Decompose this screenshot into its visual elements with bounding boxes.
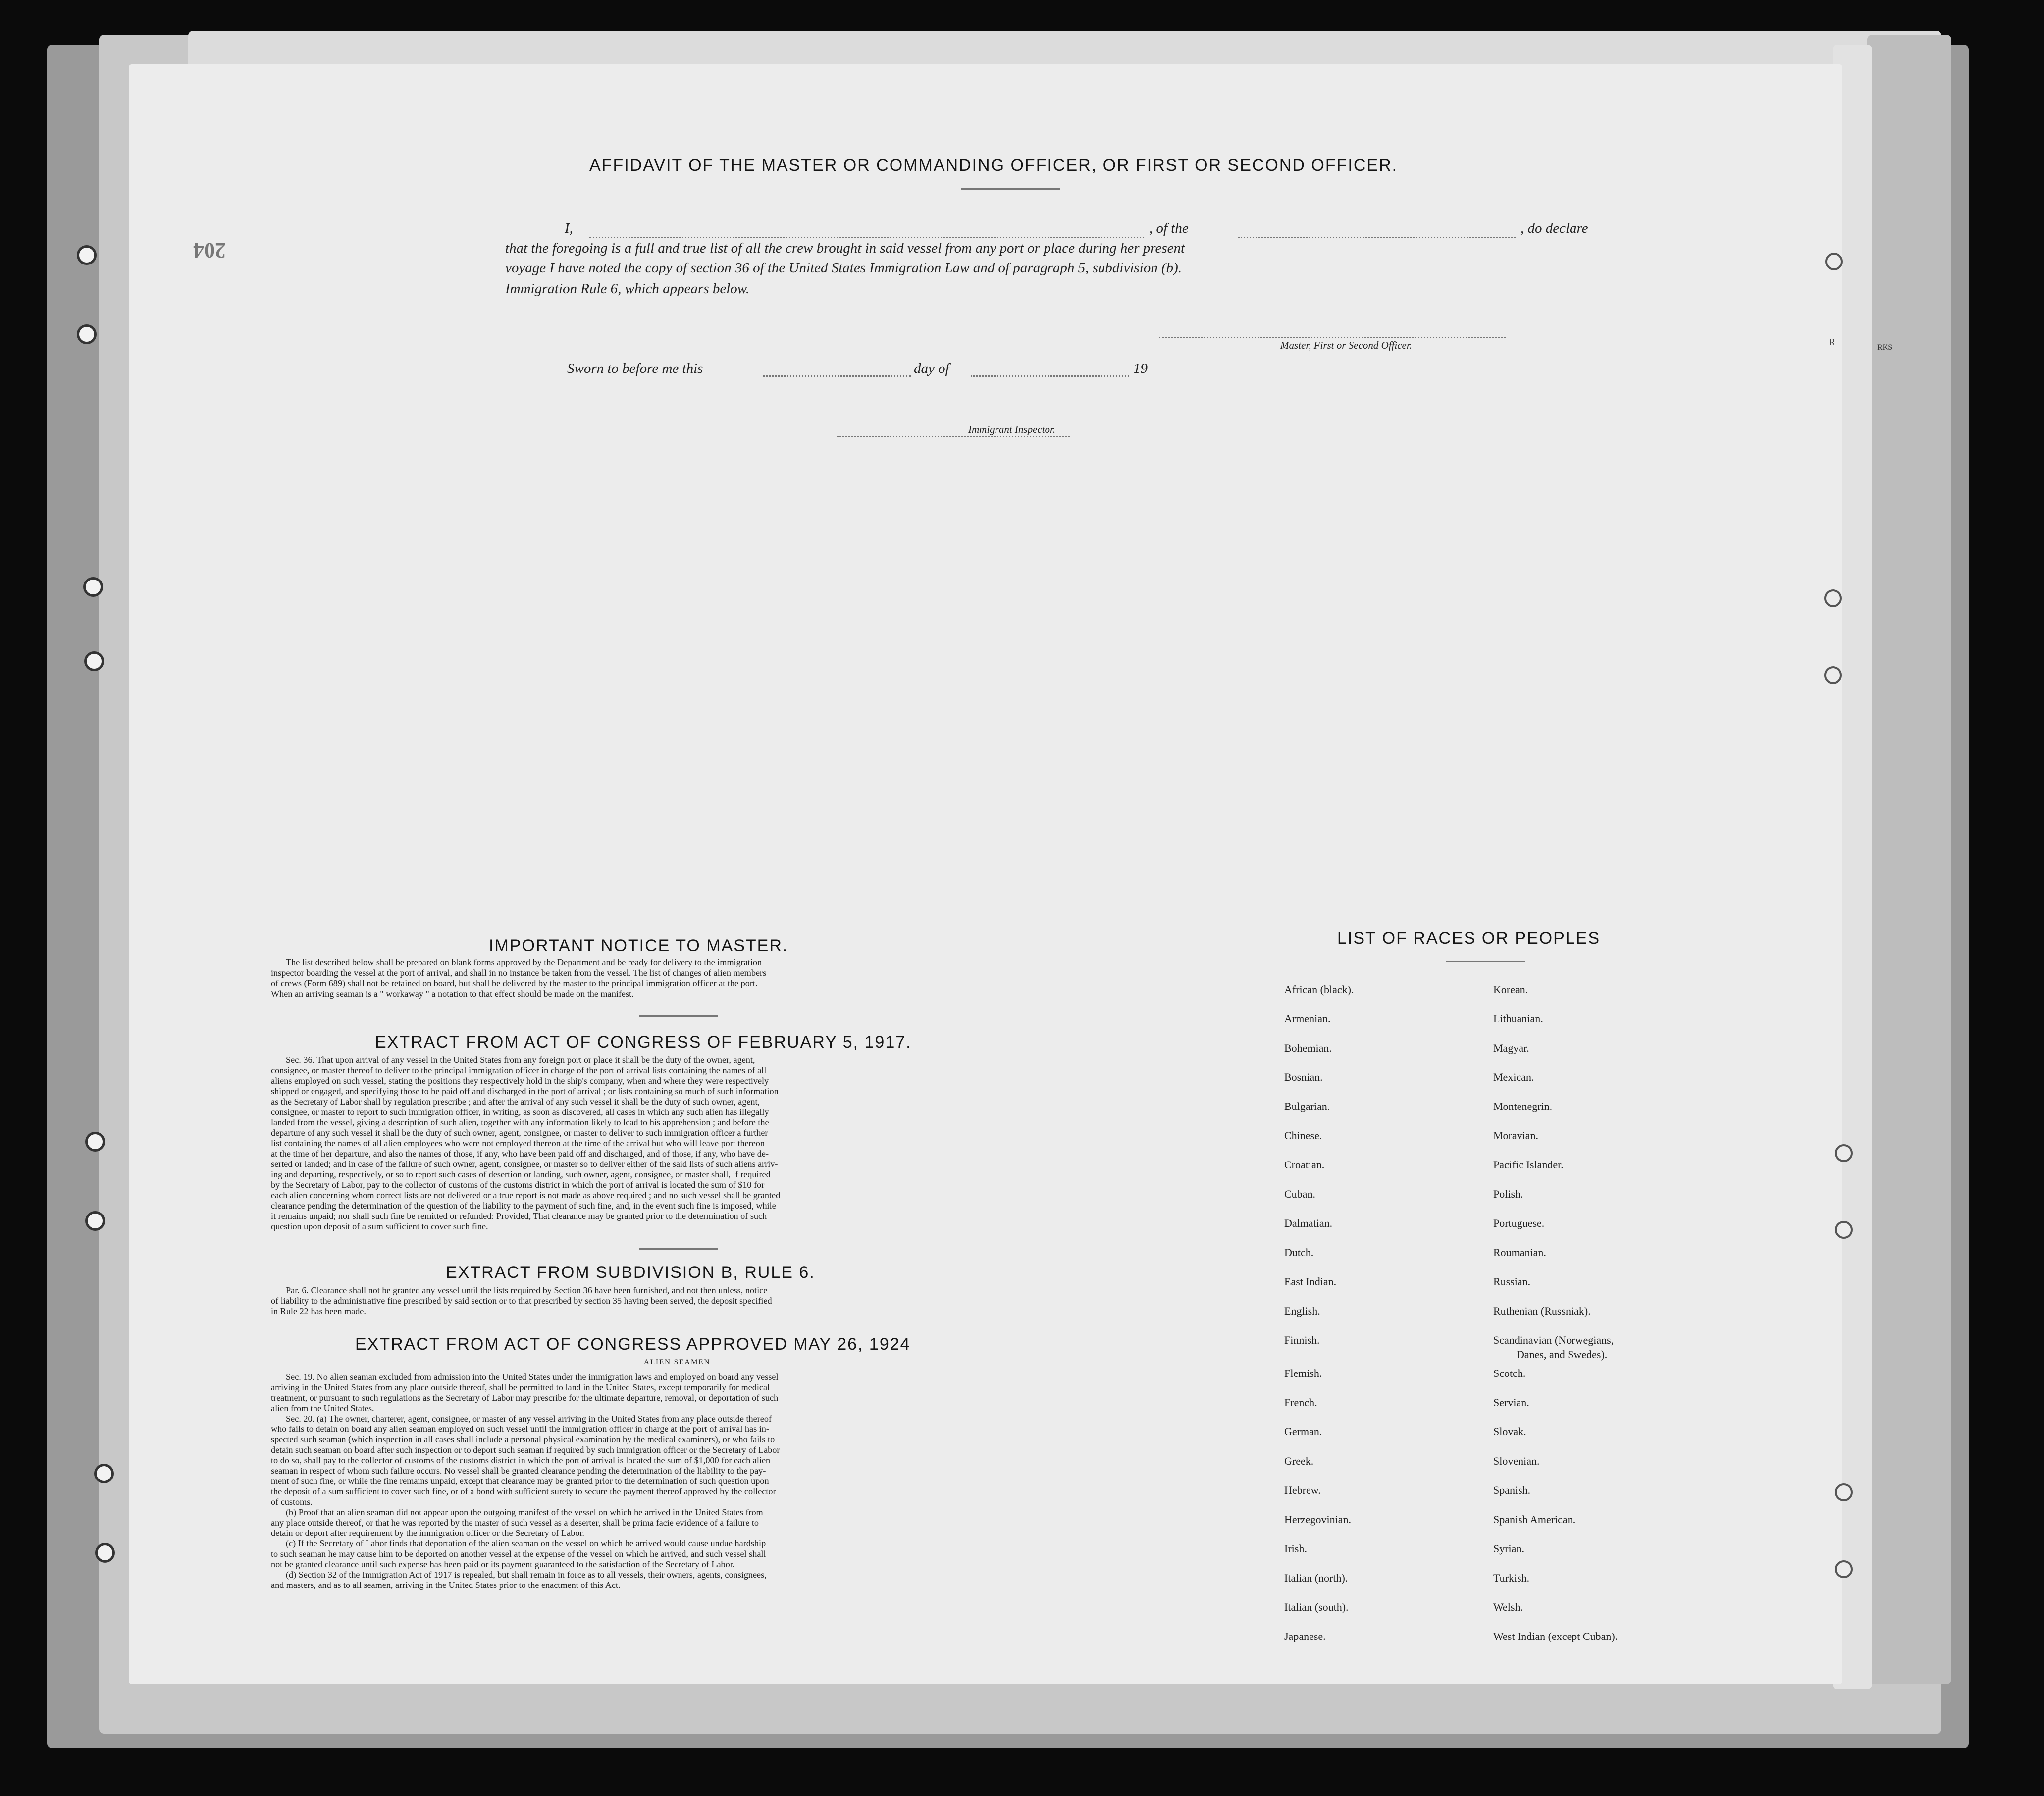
binder-hole [1835, 1483, 1853, 1501]
extract-1917-line: each alien concerning whom correct lists are not delivered or a true report is not made as above required ; and no such vessel shall be granted [271, 1190, 781, 1200]
extract-1917-line: Sec. 36. That upon arrival of any vessel in the United States from any foreign port or place it shall be the duty of the owner, agent, [286, 1055, 755, 1065]
race-item: Montenegrin. [1493, 1100, 1553, 1112]
race-item: Spanish. [1493, 1484, 1531, 1496]
race-item: Turkish. [1493, 1572, 1530, 1584]
extract-1924-line: of customs. [271, 1497, 313, 1507]
extract-1924-line: and masters, and as to all seamen, arriving in the United States prior to the enactment of this Act. [271, 1580, 621, 1590]
year-label: 19 [1133, 361, 1148, 376]
extract-1924-line: to such seaman he may cause him to be deported on another vessel at the expense of the vessel on which he arrived, and such vessel shall [271, 1549, 766, 1559]
binder-hole [85, 1132, 105, 1152]
race-item: Ruthenian (Russniak). [1493, 1305, 1591, 1317]
extract-1924-line: detain or deport after requirement by the immigration officer or the Secretary of Labor. [271, 1528, 584, 1538]
affidavit-title: AFFIDAVIT OF THE MASTER OR COMMANDING OFFICER, OR FIRST OR SECOND OFFICER. [589, 156, 1398, 175]
race-item: Portuguese. [1493, 1217, 1545, 1229]
affidavit-line3: voyage I have noted the copy of section 36 of the United States Immigration Law and of paragraph 5, subdivision (b). [505, 260, 1182, 276]
notice-line: of crews (Form 689) shall not be retained on board, but shall be delivered by the master to the principal immigration officer at the port. [271, 978, 758, 988]
race-item: Dutch. [1284, 1246, 1314, 1259]
extract-1924-line: (b) Proof that an alien seaman did not appear upon the outgoing manifest of the vessel on which he arrived in the United States from [286, 1507, 763, 1517]
extract-1924-line: seaman in respect of whom such failure occurs. No vessel shall be granted clearance pending the determination of the liability to the pay- [271, 1466, 766, 1476]
sworn-label: Sworn to before me this [567, 361, 703, 376]
race-item: Bulgarian. [1284, 1100, 1330, 1112]
extract-1924-line: alien from the United States. [271, 1403, 374, 1413]
extract-1917-line: question upon deposit of a sum sufficient to cover such fine. [271, 1221, 488, 1231]
extract-1924-subheading: ALIEN SEAMEN [644, 1358, 711, 1366]
race-item: Japanese. [1284, 1630, 1326, 1642]
race-item: Dalmatian. [1284, 1217, 1333, 1229]
affidavit-i: I, [565, 220, 573, 236]
race-item: Italian (north). [1284, 1572, 1348, 1584]
affidavit-of-the: , of the [1149, 220, 1189, 236]
race-item: West Indian (except Cuban). [1493, 1630, 1618, 1642]
extract-1917-line: clearance pending the determination of the question of the liability to the payment of such fine, and, in the event such fine is imposed, while [271, 1201, 776, 1211]
extract-1917-line: consignee, or master to report to such immigration officer, in writing, as soon as discovered, all cases in which any such alien has illegally [271, 1107, 769, 1117]
inspector-label: Immigrant Inspector. [968, 423, 1056, 435]
extract-1924-line: any place outside thereof, or that he was reported by the master of such vessel as a deserter, shall be prima facie evidence of a failure to [271, 1518, 759, 1528]
race-item: Slovenian. [1493, 1455, 1540, 1467]
binder-hole [77, 324, 97, 344]
race-item: German. [1284, 1426, 1322, 1438]
extract-1917-line: shipped or engaged, and specifying those to be paid off and discharged in the port of arrival ; or lists containing so much of such information [271, 1086, 779, 1096]
race-item: Scandinavian (Norwegians, [1493, 1334, 1614, 1346]
binder-hole [1824, 589, 1842, 607]
divider [1446, 961, 1525, 962]
race-item: Scotch. [1493, 1367, 1526, 1379]
race-item: Korean. [1493, 983, 1528, 996]
margin-mark: 204 [193, 238, 226, 263]
binder-hole [1825, 253, 1843, 270]
extract-1924-line: to do so, shall pay to the collector of customs of the customs district in which the port of arrival is located the sum of $1,000 for each alien [271, 1455, 771, 1465]
binder-hole [1824, 666, 1842, 684]
race-item: French. [1284, 1396, 1317, 1409]
extract-1924-line: (d) Section 32 of the Immigration Act of 1917 is repealed, but shall remain in force as to all vessels, their owners, agents, consignees, [286, 1570, 767, 1580]
extract-1917-line: landed from the vessel, giving a description of such alien, together with any information likely to lead to his apprehension ; and before the [271, 1117, 769, 1127]
binder-hole [1835, 1221, 1853, 1239]
notice-line: The list described below shall be prepared on blank forms approved by the Department and be ready for delivery to the immigration [286, 957, 762, 967]
race-item: Welsh. [1493, 1601, 1523, 1613]
extract-1917-line: at the time of her departure, and also the names of those, if any, who have been paid off and discharged, and of those, if any, who have de- [271, 1149, 769, 1159]
extract-rule6-heading: EXTRACT FROM SUBDIVISION B, RULE 6. [446, 1263, 815, 1282]
binder-hole [83, 577, 103, 597]
race-item: Italian (south). [1284, 1601, 1349, 1613]
race-item: Hebrew. [1284, 1484, 1321, 1496]
binder-hole [1835, 1560, 1853, 1578]
race-item: Moravian. [1493, 1129, 1539, 1142]
name-blank [589, 237, 1144, 238]
day-blank [763, 375, 911, 377]
notice-line: inspector boarding the vessel at the port of arrival, and shall in no instance be taken from the vessel. The list of changes of alien members [271, 968, 767, 978]
race-item: Magyar. [1493, 1042, 1529, 1054]
extract-1924-line: arriving in the United States from any place outside thereof, shall be permitted to land in the United States, except temporarily for medical [271, 1382, 770, 1392]
race-item: Irish. [1284, 1542, 1307, 1555]
race-item: Spanish American. [1493, 1513, 1576, 1526]
master-signature-label: Master, First or Second Officer. [1280, 339, 1412, 351]
race-item: African (black). [1284, 983, 1354, 996]
extract-1924-line: (c) If the Secretary of Labor finds that deportation of the alien seaman on the vessel on which he arrived would cause undue hardship [286, 1538, 766, 1548]
race-item: Finnish. [1284, 1334, 1320, 1346]
race-item: Russian. [1493, 1275, 1531, 1288]
extract-1917-line: it remains unpaid; nor shall such fine be remitted or refunded: Provided, That clearance may be granted prior to the determination of such [271, 1211, 767, 1221]
extract-1924-line: the deposit of a sum sufficient to cover such fine, or of a bond with sufficient surety to secure the payment thereof approved by the collector [271, 1486, 776, 1496]
binder-hole [77, 245, 97, 265]
race-item: Armenian. [1284, 1012, 1331, 1025]
race-item: Croatian. [1284, 1159, 1325, 1171]
binder-hole [84, 651, 104, 671]
extract-1924-heading: EXTRACT FROM ACT OF CONGRESS APPROVED MAY 26, 1924 [355, 1335, 911, 1354]
extract-1924-line: ment of such fine, or while the fine remains unpaid, except that clearance may be granted prior to the determination of such question upon [271, 1476, 769, 1486]
race-item: Servian. [1493, 1396, 1529, 1409]
binder-hole [85, 1211, 105, 1231]
extract-1917-line: aliens employed on such vessel, stating the positions they respectively hold in the ship's company, when and where they were respectively [271, 1076, 769, 1086]
document-page [129, 64, 1842, 1684]
race-item: Pacific Islander. [1493, 1159, 1564, 1171]
extract-rule6-line: of liability to the administrative fine prescribed by said section or to that prescribed by section 35 having been served, the deposit specified [271, 1296, 772, 1306]
race-item: Lithuanian. [1493, 1012, 1543, 1025]
inspector-signature-line [837, 436, 1070, 437]
master-signature-line [1159, 337, 1506, 338]
extract-1924-line: not be granted clearance until such expense has been paid or its payment guaranteed to the satisfaction of the Secretary of Labor. [271, 1559, 735, 1569]
binder-hole [1835, 1144, 1853, 1162]
race-item: Bohemian. [1284, 1042, 1332, 1054]
extract-1917-line: as the Secretary of Labor shall by regulation prescribe ; and after the arrival of any such vessel it shall be the duty of such owner, agent, [271, 1097, 760, 1107]
edge-mark: RKS [1877, 343, 1893, 352]
race-item: Slovak. [1493, 1426, 1526, 1438]
race-item: Herzegovinian. [1284, 1513, 1351, 1526]
extract-rule6-line: in Rule 22 has been made. [271, 1306, 366, 1316]
extract-rule6-line: Par. 6. Clearance shall not be granted any vessel until the lists required by Section 36 have been furnished, and not then unless, notice [286, 1285, 768, 1295]
divider [639, 1015, 718, 1017]
races-heading: LIST OF RACES OR PEOPLES [1337, 929, 1601, 948]
divider [639, 1248, 718, 1250]
race-item: Cuban. [1284, 1188, 1315, 1200]
day-of-label: day of [914, 361, 949, 376]
race-item: Syrian. [1493, 1542, 1524, 1555]
extract-1924-line: detain such seaman on board after such inspection or to deport such seaman if required by such immigration officer or the Secretary of Labor [271, 1445, 780, 1455]
race-item: Roumanian. [1493, 1246, 1546, 1259]
extract-1917-heading: EXTRACT FROM ACT OF CONGRESS OF FEBRUARY 5, 1917. [375, 1033, 912, 1052]
race-item-continued: Danes, and Swedes). [1517, 1348, 1608, 1361]
extract-1924-line: Sec. 19. No alien seaman excluded from admission into the United States under the immigration laws and employed on board any vessel [286, 1372, 779, 1382]
edge-mark: R [1829, 337, 1835, 348]
extract-1924-line: Sec. 20. (a) The owner, charterer, agent, consignee, or master of any vessel arriving in the United States from any place outside thereof [286, 1414, 772, 1424]
race-item: East Indian. [1284, 1275, 1337, 1288]
race-item: Mexican. [1493, 1071, 1534, 1083]
binder-hole [94, 1464, 114, 1483]
race-item: Bosnian. [1284, 1071, 1323, 1083]
extract-1917-line: serted or landed; and in case of the failure of such owner, agent, consignee, or master so to deliver either of the said lists of such aliens arriv- [271, 1159, 778, 1169]
extract-1924-line: treatment, or pursuant to such regulations as the Secretary of Labor may prescribe for the ultimate departure, removal, or deportation of such [271, 1393, 779, 1403]
title-rule [961, 188, 1060, 190]
affidavit-do-declare: , do declare [1520, 220, 1588, 236]
race-item: Chinese. [1284, 1129, 1322, 1142]
notice-heading: IMPORTANT NOTICE TO MASTER. [489, 936, 788, 955]
month-blank [971, 375, 1129, 377]
extract-1924-line: spected such seaman (which inspection in all cases shall include a personal physical examination by the medical examiners), or who fails to [271, 1434, 775, 1444]
extract-1924-line: who fails to detain on board any alien seaman employed on such vessel until the immigration officer in charge at the port of arrival has in- [271, 1424, 769, 1434]
extract-1917-line: departure of any such vessel it shall be the duty of such owner, agent, consignee, or master to deliver to such immigration officer a further [271, 1128, 768, 1138]
race-item: English. [1284, 1305, 1320, 1317]
extract-1917-line: consignee, or master thereof to deliver to the principal immigration officer in charge of the port of arrival lists containing the names of all [271, 1065, 767, 1075]
affidavit-line2: that the foregoing is a full and true list of all the crew brought in said vessel from any port or place during her present [505, 240, 1185, 256]
notice-line: When an arriving seaman is a " workaway " a notation to that effect should be made on the manifest. [271, 989, 634, 999]
affidavit-line4: Immigration Rule 6, which appears below. [505, 281, 750, 297]
race-item: Flemish. [1284, 1367, 1322, 1379]
binder-hole [95, 1543, 115, 1563]
extract-1917-line: ing and departing, respectively, or so to report such cases of desertion or landing, such owner, agent, consignee, or master shall, if required [271, 1169, 771, 1179]
vessel-blank [1238, 237, 1516, 238]
back-sheet-edge [1867, 35, 1951, 1684]
race-item: Greek. [1284, 1455, 1314, 1467]
extract-1917-line: by the Secretary of Labor, pay to the collector of customs of the customs district in which the port of arrival is located the sum of $10 for [271, 1180, 765, 1190]
extract-1917-line: list containing the names of all alien employees who were not employed thereon at the time of the arrival but who will leave port thereon [271, 1138, 765, 1148]
race-item: Polish. [1493, 1188, 1523, 1200]
